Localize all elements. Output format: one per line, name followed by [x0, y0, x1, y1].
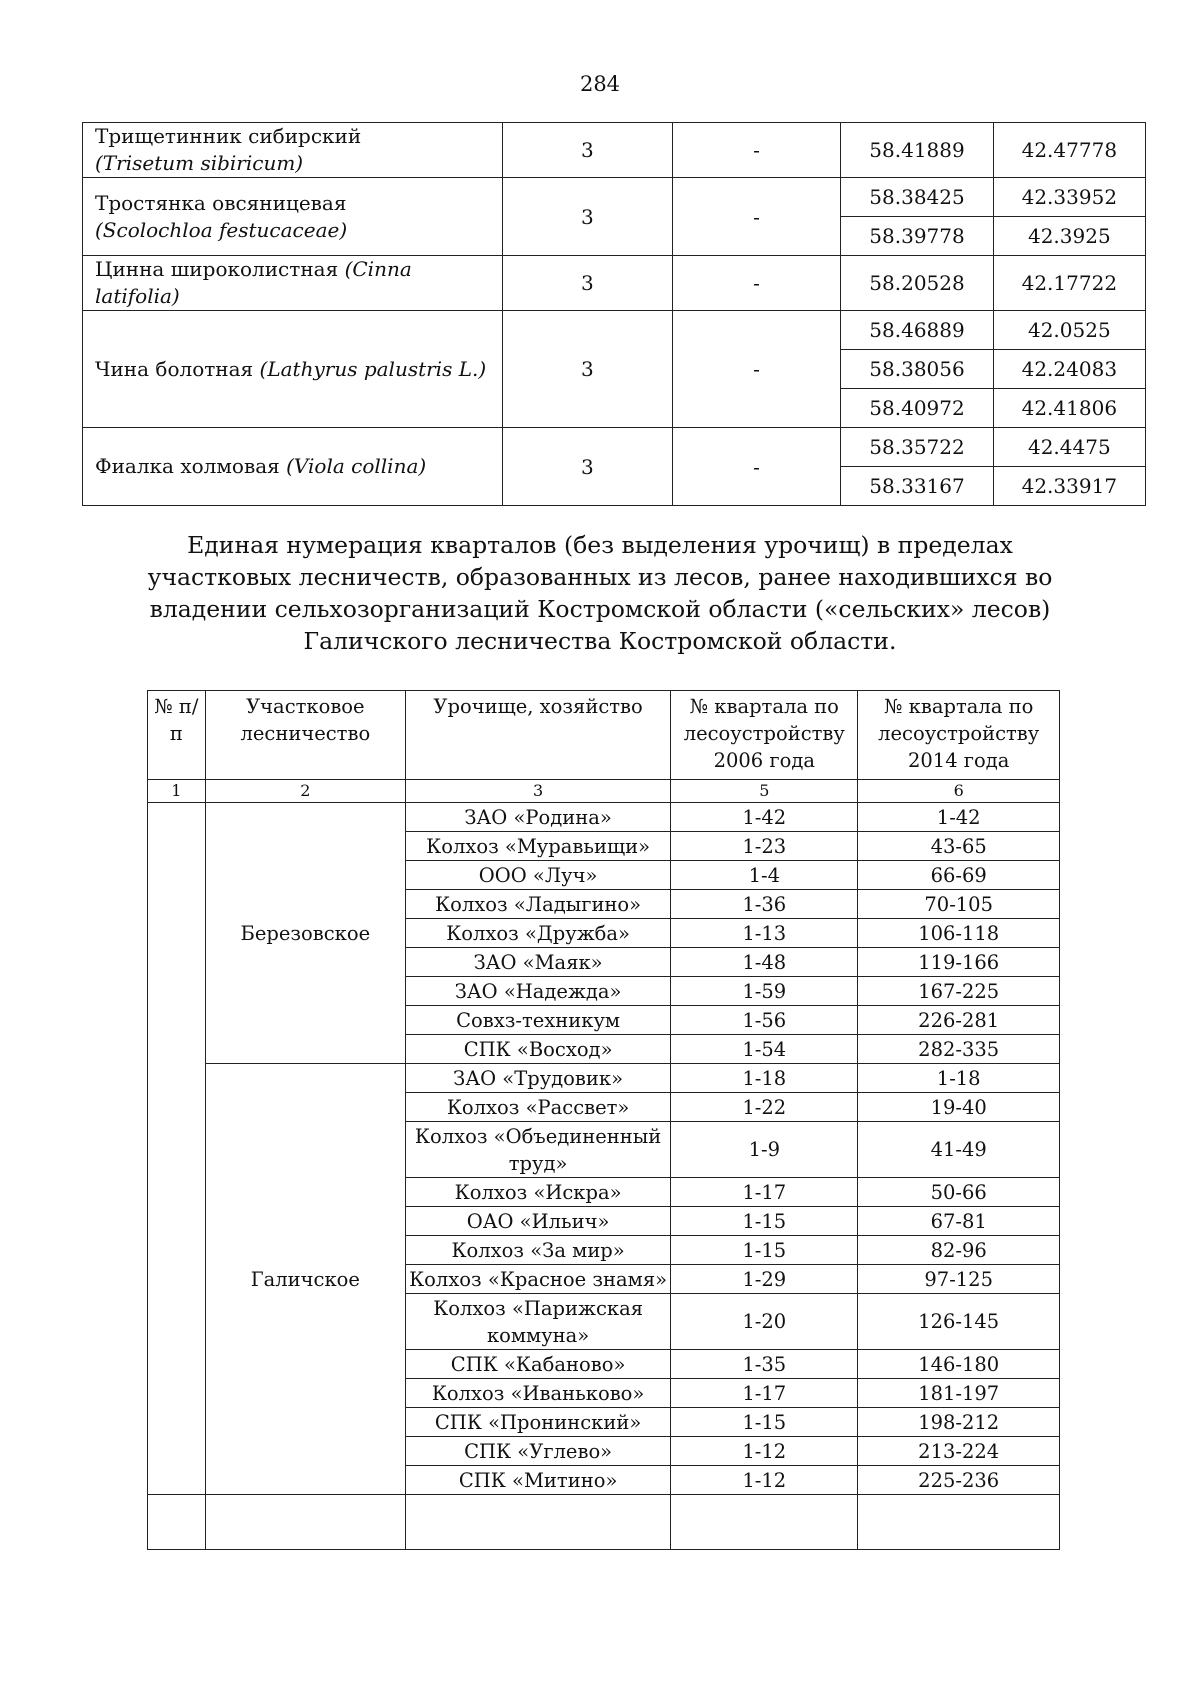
- quarter-2014-cell: 43-65: [858, 832, 1060, 861]
- quarter-2014-cell: 82-96: [858, 1236, 1060, 1265]
- quarter-2006-cell: 1-13: [671, 919, 858, 948]
- quarter-2006-cell: 1-20: [671, 1294, 858, 1350]
- header-quarter-2006: № квартала по лесоустройству 2006 года: [671, 691, 858, 780]
- quarter-2014-cell: 225-236: [858, 1466, 1060, 1495]
- table-row: [83, 428, 1146, 467]
- quarter-2014-cell: 126-145: [858, 1294, 1060, 1350]
- farm-cell: Колхоз «Парижская коммуна»: [406, 1294, 671, 1350]
- longitude-cell: 42.17722: [993, 256, 1145, 311]
- header-quarter-2014: № квартала по лесоустройству 2014 года: [858, 691, 1060, 780]
- quarter-2014-cell: 70-105: [858, 890, 1060, 919]
- species-name-ru: Фиалка холмовая: [95, 454, 280, 478]
- section-title-line: Единая нумерация кварталов (без выделения урочищ) в пределах: [187, 531, 1013, 559]
- column-number: 5: [671, 780, 858, 803]
- species-name-latin: (Cinna latifolia): [95, 257, 412, 308]
- quarter-2014-cell: 119-166: [858, 948, 1060, 977]
- table-header-row: [148, 691, 1060, 780]
- empty-cell: [406, 1495, 671, 1550]
- species-dash: -: [672, 178, 841, 256]
- longitude-cell: 42.41806: [993, 389, 1145, 428]
- quarter-2014-cell: 167-225: [858, 977, 1060, 1006]
- quarter-2014-cell: 67-81: [858, 1207, 1060, 1236]
- species-name-cell: [83, 178, 503, 256]
- table-row: [83, 311, 1146, 350]
- header-farm: Урочище, хозяйство: [406, 691, 671, 780]
- quarter-2006-cell: 1-35: [671, 1350, 858, 1379]
- quarter-2014-cell: 1-18: [858, 1064, 1060, 1093]
- latitude-cell: 58.41889: [841, 123, 993, 178]
- forestry-cell: Галичское: [205, 1064, 405, 1495]
- column-number: 3: [406, 780, 671, 803]
- quarter-2014-cell: 198-212: [858, 1408, 1060, 1437]
- table-row: [148, 803, 1060, 832]
- quarter-2014-cell: 146-180: [858, 1350, 1060, 1379]
- section-title-line: Галичского лесничества Костромской области.: [303, 627, 897, 655]
- longitude-cell: 42.33952: [993, 178, 1145, 217]
- section-title-line: владении сельхозорганизаций Костромской области («сельских» лесов): [149, 595, 1051, 623]
- quarter-2006-cell: 1-15: [671, 1207, 858, 1236]
- species-name-ru: Чина болотная: [95, 356, 254, 381]
- quarter-2006-cell: 1-18: [671, 1064, 858, 1093]
- quarter-2006-cell: 1-36: [671, 890, 858, 919]
- farm-cell: Колхоз «Муравьищи»: [406, 832, 671, 861]
- quarter-2014-cell: 106-118: [858, 919, 1060, 948]
- column-number: 2: [205, 780, 405, 803]
- forestry-cell: Березовское: [205, 803, 405, 1064]
- latitude-cell: 58.38425: [841, 178, 993, 217]
- table-row: [83, 178, 1146, 217]
- quarter-2006-cell: 1-9: [671, 1122, 858, 1178]
- farm-cell: СПК «Кабаново»: [406, 1350, 671, 1379]
- farm-cell: Колхоз «Ладыгино»: [406, 890, 671, 919]
- species-name-latin: (Viola collina): [286, 454, 427, 478]
- quarter-2014-cell: 97-125: [858, 1265, 1060, 1294]
- latitude-cell: 58.35722: [841, 428, 993, 467]
- quarter-2014-cell: 50-66: [858, 1178, 1060, 1207]
- page-number: 284: [579, 72, 621, 96]
- farm-cell: Колхоз «Рассвет»: [406, 1093, 671, 1122]
- latitude-cell: 58.20528: [841, 256, 993, 311]
- species-count: 3: [503, 428, 673, 506]
- row-number-cell: [148, 803, 206, 1495]
- farm-cell: Совхз-техникум: [406, 1006, 671, 1035]
- species-name-ru: Цинна широколистная: [95, 257, 339, 281]
- quarter-2006-cell: 1-56: [671, 1006, 858, 1035]
- quarter-2014-cell: 41-49: [858, 1122, 1060, 1178]
- species-name-latin: (Scolochloa festucaceae): [95, 217, 348, 242]
- species-name-ru: Тростянка овсяницевая: [95, 190, 347, 215]
- farm-cell: ЗАО «Родина»: [406, 803, 671, 832]
- longitude-cell: 42.47778: [993, 123, 1145, 178]
- species-name-cell: [83, 428, 503, 506]
- farm-cell: ЗАО «Маяк»: [406, 948, 671, 977]
- latitude-cell: 58.46889: [841, 311, 993, 350]
- species-coordinates-table: [82, 122, 1146, 506]
- farm-cell: СПК «Пронинский»: [406, 1408, 671, 1437]
- species-name-cell: [83, 256, 503, 311]
- quarter-2006-cell: 1-23: [671, 832, 858, 861]
- species-dash: -: [672, 256, 841, 311]
- species-name-latin: (Lathyrus palustris L.): [259, 356, 487, 381]
- quarter-2006-cell: 1-29: [671, 1265, 858, 1294]
- longitude-cell: 42.4475: [993, 428, 1145, 467]
- farm-cell: СПК «Митино»: [406, 1466, 671, 1495]
- farm-cell: Колхоз «Искра»: [406, 1178, 671, 1207]
- species-count: 3: [503, 178, 673, 256]
- farm-cell: ОАО «Ильич»: [406, 1207, 671, 1236]
- quarter-2006-cell: 1-17: [671, 1178, 858, 1207]
- empty-cell: [858, 1495, 1060, 1550]
- farm-cell: ЗАО «Надежда»: [406, 977, 671, 1006]
- species-count: 3: [503, 256, 673, 311]
- column-number: 6: [858, 780, 1060, 803]
- quarter-2006-cell: 1-12: [671, 1437, 858, 1466]
- farm-cell: Колхоз «Объединенный труд»: [406, 1122, 671, 1178]
- section-title: [100, 529, 1100, 657]
- species-name-cell: [83, 123, 503, 178]
- quarter-2014-cell: 213-224: [858, 1437, 1060, 1466]
- latitude-cell: 58.40972: [841, 389, 993, 428]
- farm-cell: СПК «Углево»: [406, 1437, 671, 1466]
- quarter-2006-cell: 1-48: [671, 948, 858, 977]
- quarter-2006-cell: 1-15: [671, 1236, 858, 1265]
- longitude-cell: 42.3925: [993, 217, 1145, 256]
- quarter-2006-cell: 1-15: [671, 1408, 858, 1437]
- table-row: [148, 1064, 1060, 1093]
- quarter-2006-cell: 1-42: [671, 803, 858, 832]
- quarter-2006-cell: 1-22: [671, 1093, 858, 1122]
- species-count: 3: [503, 311, 673, 428]
- farm-cell: СПК «Восход»: [406, 1035, 671, 1064]
- latitude-cell: 58.33167: [841, 467, 993, 506]
- quarter-2014-cell: 226-281: [858, 1006, 1060, 1035]
- quarter-2006-cell: 1-4: [671, 861, 858, 890]
- column-numbers-row: [148, 780, 1060, 803]
- species-name-ru: Трищетинник сибирский: [95, 124, 362, 148]
- empty-cell: [205, 1495, 405, 1550]
- longitude-cell: 42.0525: [993, 311, 1145, 350]
- quarter-2014-cell: 66-69: [858, 861, 1060, 890]
- species-dash: -: [672, 311, 841, 428]
- header-number: № п/п: [148, 691, 206, 780]
- species-name-latin: (Trisetum sibiricum): [95, 151, 304, 175]
- longitude-cell: 42.33917: [993, 467, 1145, 506]
- quarter-2006-cell: 1-59: [671, 977, 858, 1006]
- quarter-2014-cell: 282-335: [858, 1035, 1060, 1064]
- header-forestry: Участковое лесничество: [205, 691, 405, 780]
- quarter-2006-cell: 1-12: [671, 1466, 858, 1495]
- table-row: [83, 256, 1146, 311]
- quarters-numbering-table: [147, 690, 1060, 1550]
- quarter-2014-cell: 181-197: [858, 1379, 1060, 1408]
- quarter-2006-cell: 1-17: [671, 1379, 858, 1408]
- empty-cell: [148, 1495, 206, 1550]
- column-number: 1: [148, 780, 206, 803]
- empty-row: [148, 1495, 1060, 1550]
- farm-cell: Колхоз «Красное знамя»: [406, 1265, 671, 1294]
- farm-cell: ООО «Луч»: [406, 861, 671, 890]
- quarter-2006-cell: 1-54: [671, 1035, 858, 1064]
- empty-cell: [671, 1495, 858, 1550]
- section-title-line: участковых лесничеств, образованных из лесов, ранее находившихся во: [147, 563, 1053, 591]
- species-dash: -: [672, 123, 841, 178]
- farm-cell: ЗАО «Трудовик»: [406, 1064, 671, 1093]
- table-row: [83, 123, 1146, 178]
- farm-cell: Колхоз «За мир»: [406, 1236, 671, 1265]
- species-count: 3: [503, 123, 673, 178]
- latitude-cell: 58.38056: [841, 350, 993, 389]
- longitude-cell: 42.24083: [993, 350, 1145, 389]
- quarter-2014-cell: 19-40: [858, 1093, 1060, 1122]
- farm-cell: Колхоз «Иваньково»: [406, 1379, 671, 1408]
- species-dash: -: [672, 428, 841, 506]
- quarter-2014-cell: 1-42: [858, 803, 1060, 832]
- species-name-cell: [83, 311, 503, 428]
- latitude-cell: 58.39778: [841, 217, 993, 256]
- farm-cell: Колхоз «Дружба»: [406, 919, 671, 948]
